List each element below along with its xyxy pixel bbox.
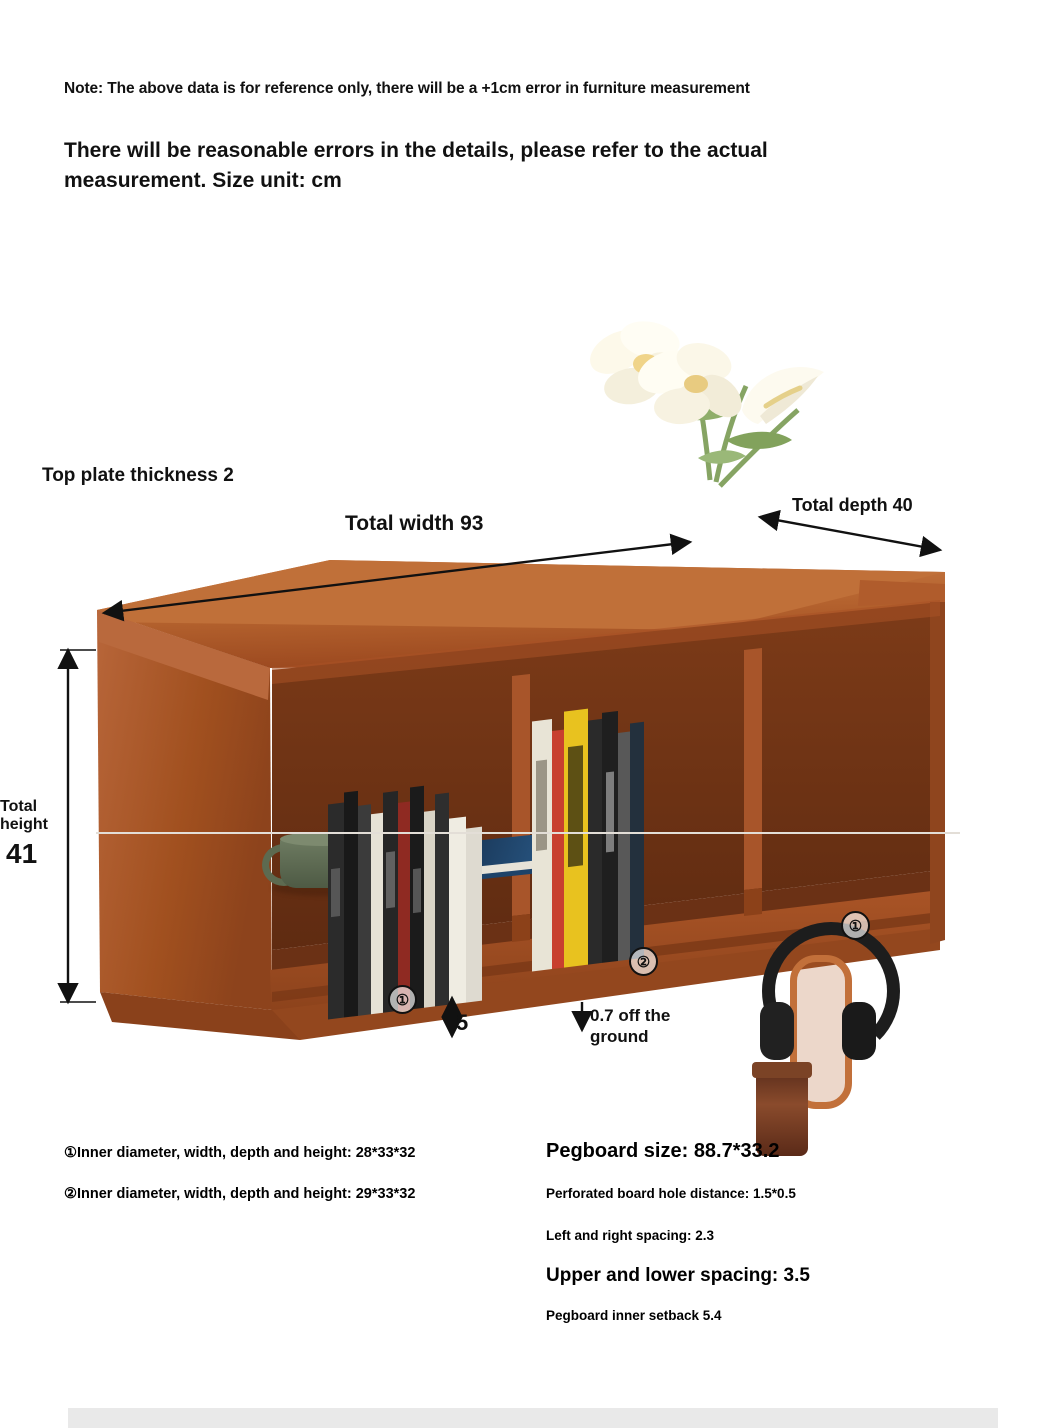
ground-clearance-line1: 0.7 off the: [590, 1006, 671, 1025]
headphones-icon: [762, 922, 880, 1082]
compartment-1-books: [324, 750, 524, 1030]
total-height-label-line1: Total: [0, 798, 38, 815]
spec-inner-dimension-1: ①Inner diameter, width, depth and height: 28*33*32: [64, 1145, 416, 1161]
reference-note: Note: The above data is for reference only, there will be a +1cm error in furniture measurement: [64, 80, 750, 97]
marker-one: ①: [388, 985, 417, 1014]
spec-upper-lower-spacing: Upper and lower spacing: 3.5: [546, 1265, 810, 1286]
total-height-label-line2: height: [0, 815, 48, 833]
footer-bar: [68, 1408, 998, 1428]
error-note: There will be reasonable errors in the details, please refer to the actual measurement. Size unit: cm: [64, 139, 768, 193]
total-depth-label: Total depth 40: [792, 495, 913, 515]
product-illustration: [0, 250, 1064, 1110]
ground-clearance-label: [590, 1005, 710, 1048]
plinth-height-label: 5: [456, 1010, 469, 1035]
marker-one-b: ①: [841, 911, 870, 940]
ground-clearance-line2: ground: [590, 1027, 649, 1047]
spec-inner-dimension-2: ②Inner diameter, width, depth and height: 29*33*32: [64, 1186, 416, 1202]
total-height-value: 41: [6, 838, 38, 869]
top-plate-thickness-label: Top plate thickness 2: [42, 465, 234, 486]
spec-pegboard-size: Pegboard size: 88.7*33.2: [546, 1140, 780, 1162]
spec-hole-distance: Perforated board hole distance: 1.5*0.5: [546, 1186, 796, 1201]
marker-two: ②: [629, 947, 658, 976]
spec-pegboard-setback: Pegboard inner setback 5.4: [546, 1308, 722, 1323]
total-height-label: [0, 798, 60, 833]
jar-lid-icon: [752, 1062, 812, 1078]
total-width-label: Total width 93: [345, 512, 484, 535]
spec-left-right-spacing: Left and right spacing: 2.3: [546, 1228, 715, 1243]
compartment-2-books: [528, 692, 708, 992]
